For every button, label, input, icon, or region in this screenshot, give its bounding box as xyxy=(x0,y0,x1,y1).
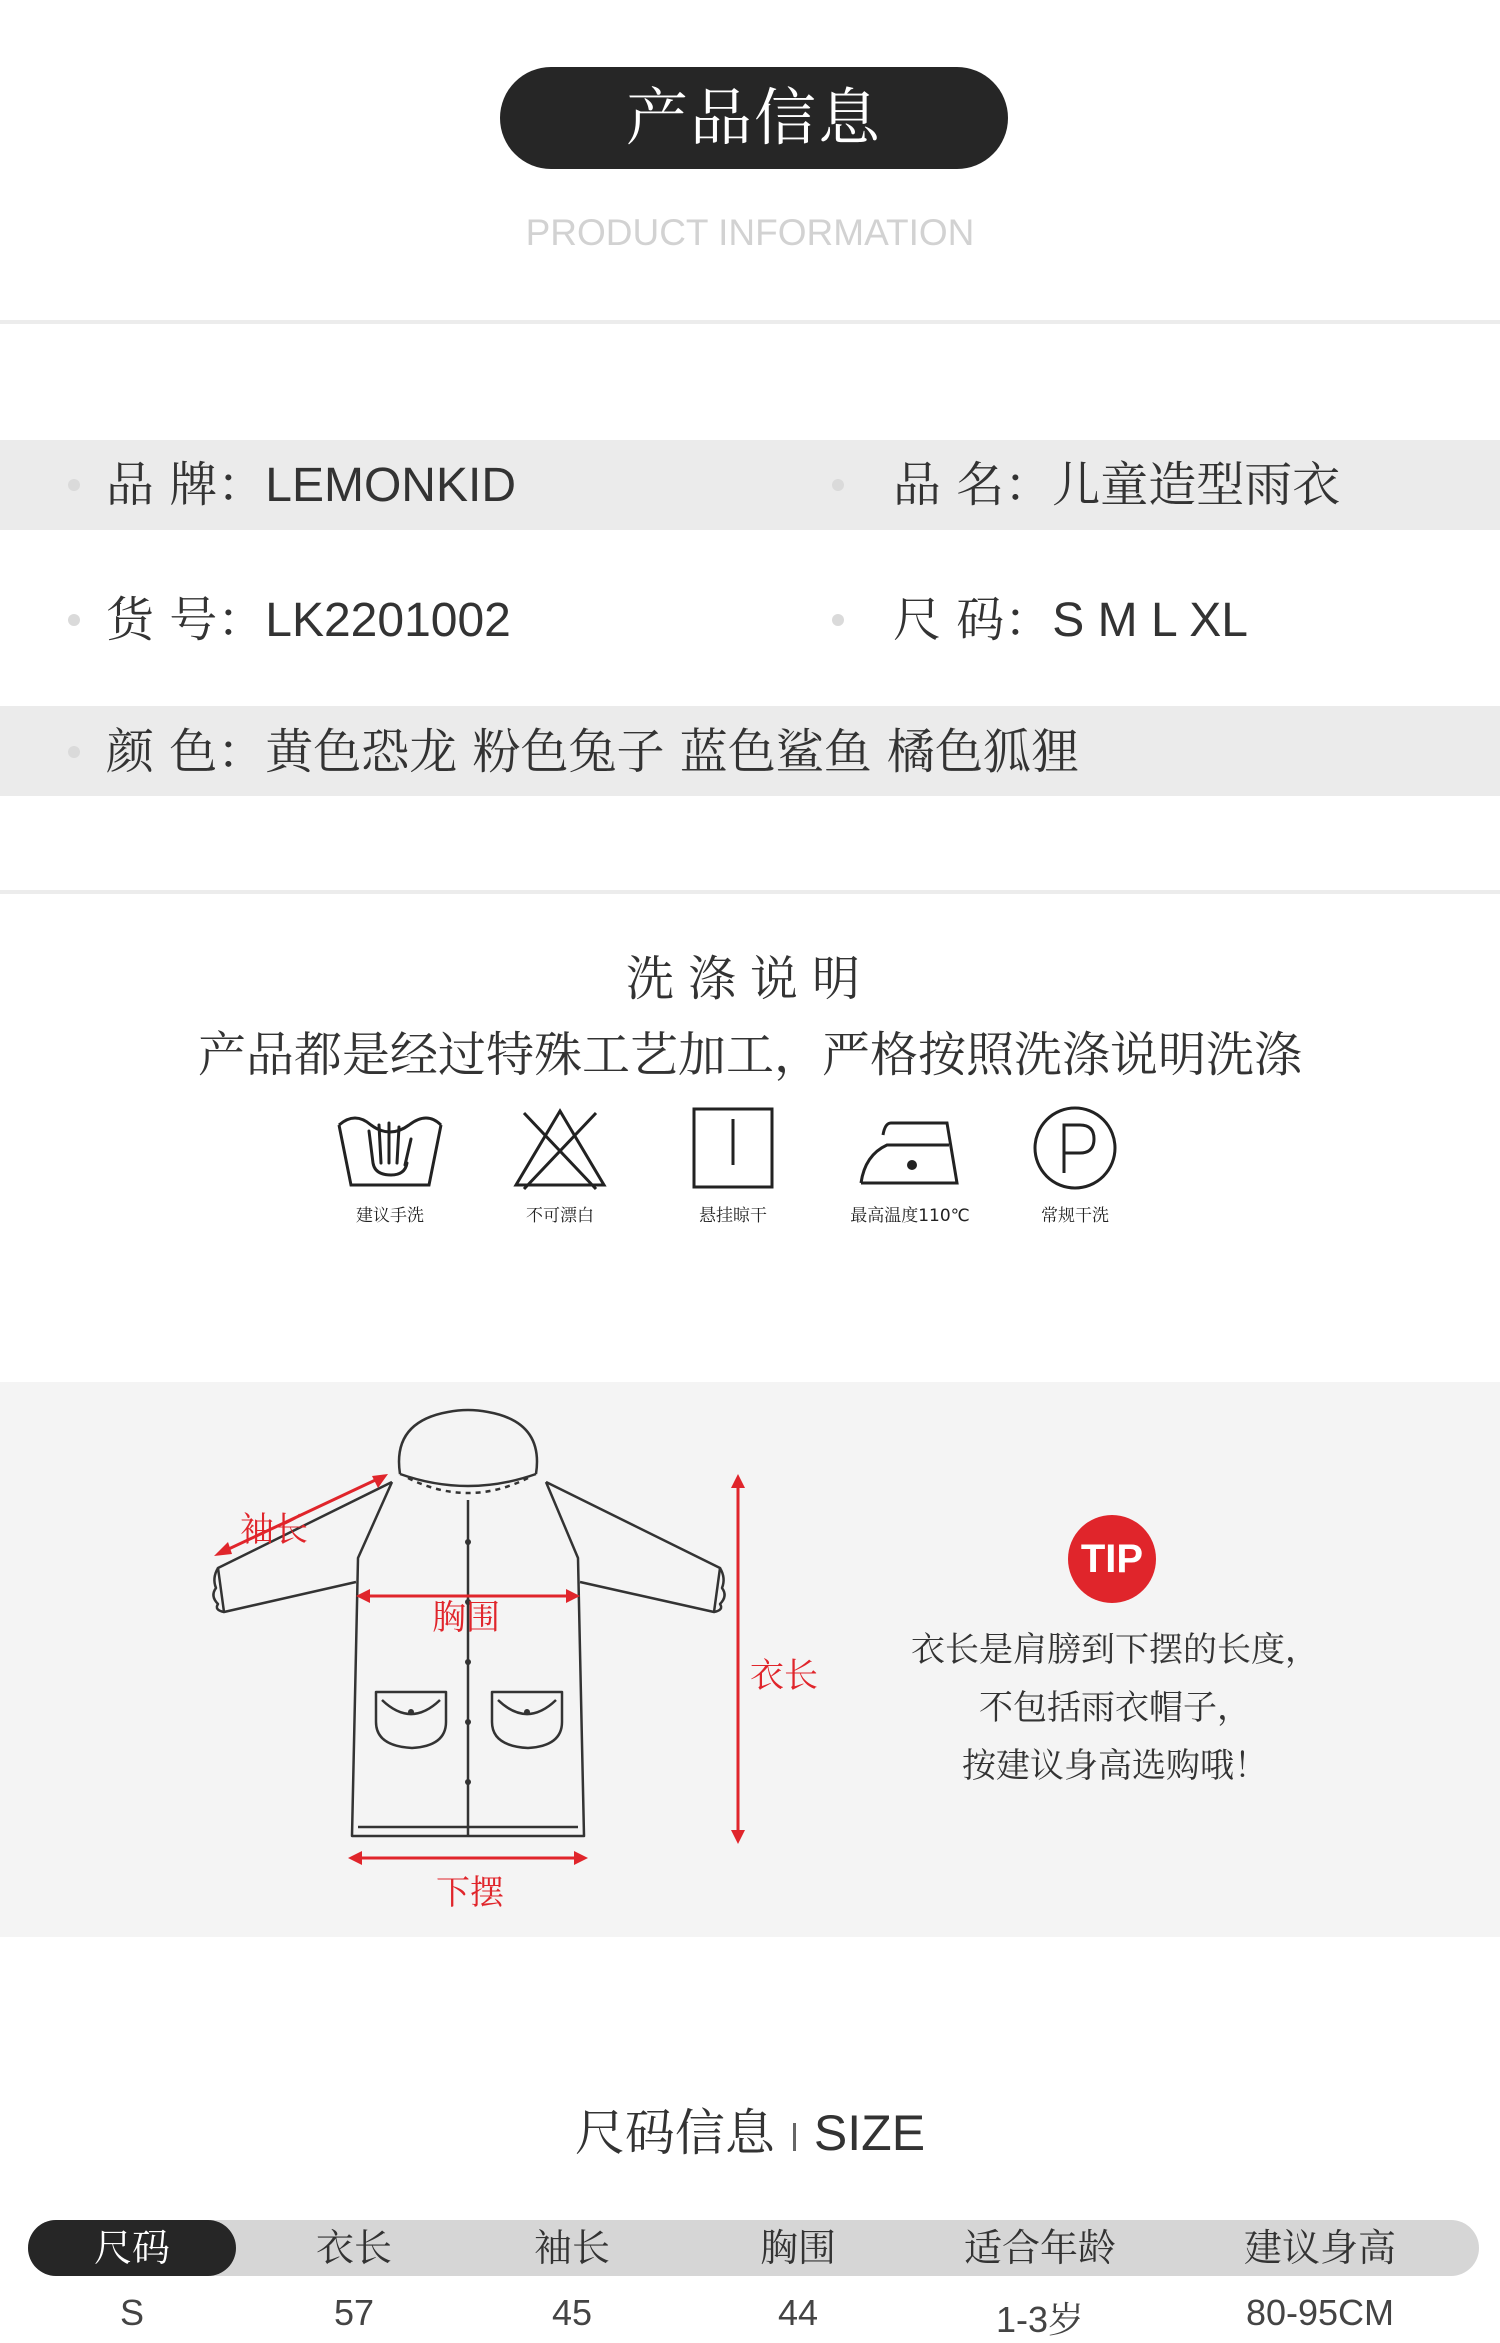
wash-label: 建议手洗 xyxy=(356,1206,424,1226)
hang-dry-icon xyxy=(690,1105,776,1191)
color-value: 黄色恐龙 粉色兔子 蓝色鲨鱼 橘色狐狸 xyxy=(265,724,1080,780)
tip-text-line: 不包括雨衣帽子， xyxy=(979,1688,1251,1728)
size-info xyxy=(893,590,1248,651)
size-section-title xyxy=(0,2093,1500,2165)
bullet-icon xyxy=(832,479,844,491)
size-value: S M L XL xyxy=(1052,594,1248,647)
dry-clean-icon xyxy=(1030,1105,1120,1191)
name-info xyxy=(893,455,1340,515)
wash-label: 最高温度110℃ xyxy=(850,1206,970,1226)
iron-item xyxy=(835,1105,985,1226)
wash-label: 不可漂白 xyxy=(526,1206,594,1226)
size-cell: 44 xyxy=(777,2292,819,2333)
size-header-cell: 胸围 xyxy=(759,2226,836,2270)
size-cell: 80-95CM xyxy=(1245,2292,1395,2333)
hem-label: 下摆 xyxy=(436,1873,504,1913)
sku-label: 货 号： xyxy=(106,592,266,648)
page-subtitle: PRODUCT INFORMATION xyxy=(525,212,975,253)
brand-value: LEMONKID xyxy=(265,459,516,512)
dry-clean-item xyxy=(1005,1105,1145,1226)
page-title: 产品信息 xyxy=(500,67,1008,169)
brand-info xyxy=(106,455,516,516)
color-label: 颜 色： xyxy=(106,724,266,780)
brand-label: 品 牌： xyxy=(106,457,266,513)
wash-description: 产品都是经过特殊工艺加工，严格按照洗涤说明洗涤 xyxy=(197,1027,1302,1083)
bullet-icon xyxy=(832,614,844,626)
sku-value: LK2201002 xyxy=(265,594,511,647)
tip-badge: TIP xyxy=(1068,1515,1156,1603)
wash-label: 悬挂晾干 xyxy=(699,1206,767,1226)
chest-label: 胸围 xyxy=(432,1598,500,1638)
length-label: 衣长 xyxy=(750,1656,818,1696)
iron-icon xyxy=(857,1105,963,1191)
no-bleach-item xyxy=(490,1105,630,1226)
no-bleach-icon xyxy=(510,1105,610,1191)
sleeve-label: 袖长 xyxy=(240,1510,308,1550)
size-cell: 57 xyxy=(333,2292,375,2333)
size-cell: 1-3岁 xyxy=(995,2299,1085,2340)
title-separator xyxy=(793,2123,796,2151)
size-title-en: SIZE xyxy=(813,2105,926,2161)
hand-wash-icon xyxy=(335,1105,445,1191)
size-title-cn: 尺码信息 xyxy=(574,2104,775,2162)
size-header-cell: 尺码 xyxy=(93,2226,170,2270)
name-value: 儿童造型雨衣 xyxy=(1052,457,1341,513)
wash-title: 洗涤说明 xyxy=(625,951,874,1007)
divider xyxy=(0,320,1500,324)
size-header-cell: 衣长 xyxy=(315,2226,392,2270)
hang-dry-item xyxy=(663,1105,803,1226)
size-header-cell: 适合年龄 xyxy=(963,2226,1116,2270)
wash-label: 常规干洗 xyxy=(1041,1206,1109,1226)
size-label: 尺 码： xyxy=(893,592,1053,648)
size-header-cell: 建议身高 xyxy=(1243,2226,1396,2270)
tip-text-line: 衣长是肩膀到下摆的长度， xyxy=(911,1630,1319,1670)
color-info xyxy=(106,722,1079,782)
size-header-cell: 袖长 xyxy=(533,2226,610,2270)
hand-wash-item xyxy=(320,1105,460,1226)
sku-info xyxy=(106,590,511,651)
tip-text-line: 按建议身高选购哦！ xyxy=(962,1746,1268,1786)
name-label: 品 名： xyxy=(893,457,1053,513)
divider xyxy=(0,890,1500,894)
size-cell: 45 xyxy=(551,2292,593,2333)
size-cell: S xyxy=(119,2292,144,2333)
bullet-icon xyxy=(68,479,80,491)
bullet-icon xyxy=(68,746,80,758)
bullet-icon xyxy=(68,614,80,626)
